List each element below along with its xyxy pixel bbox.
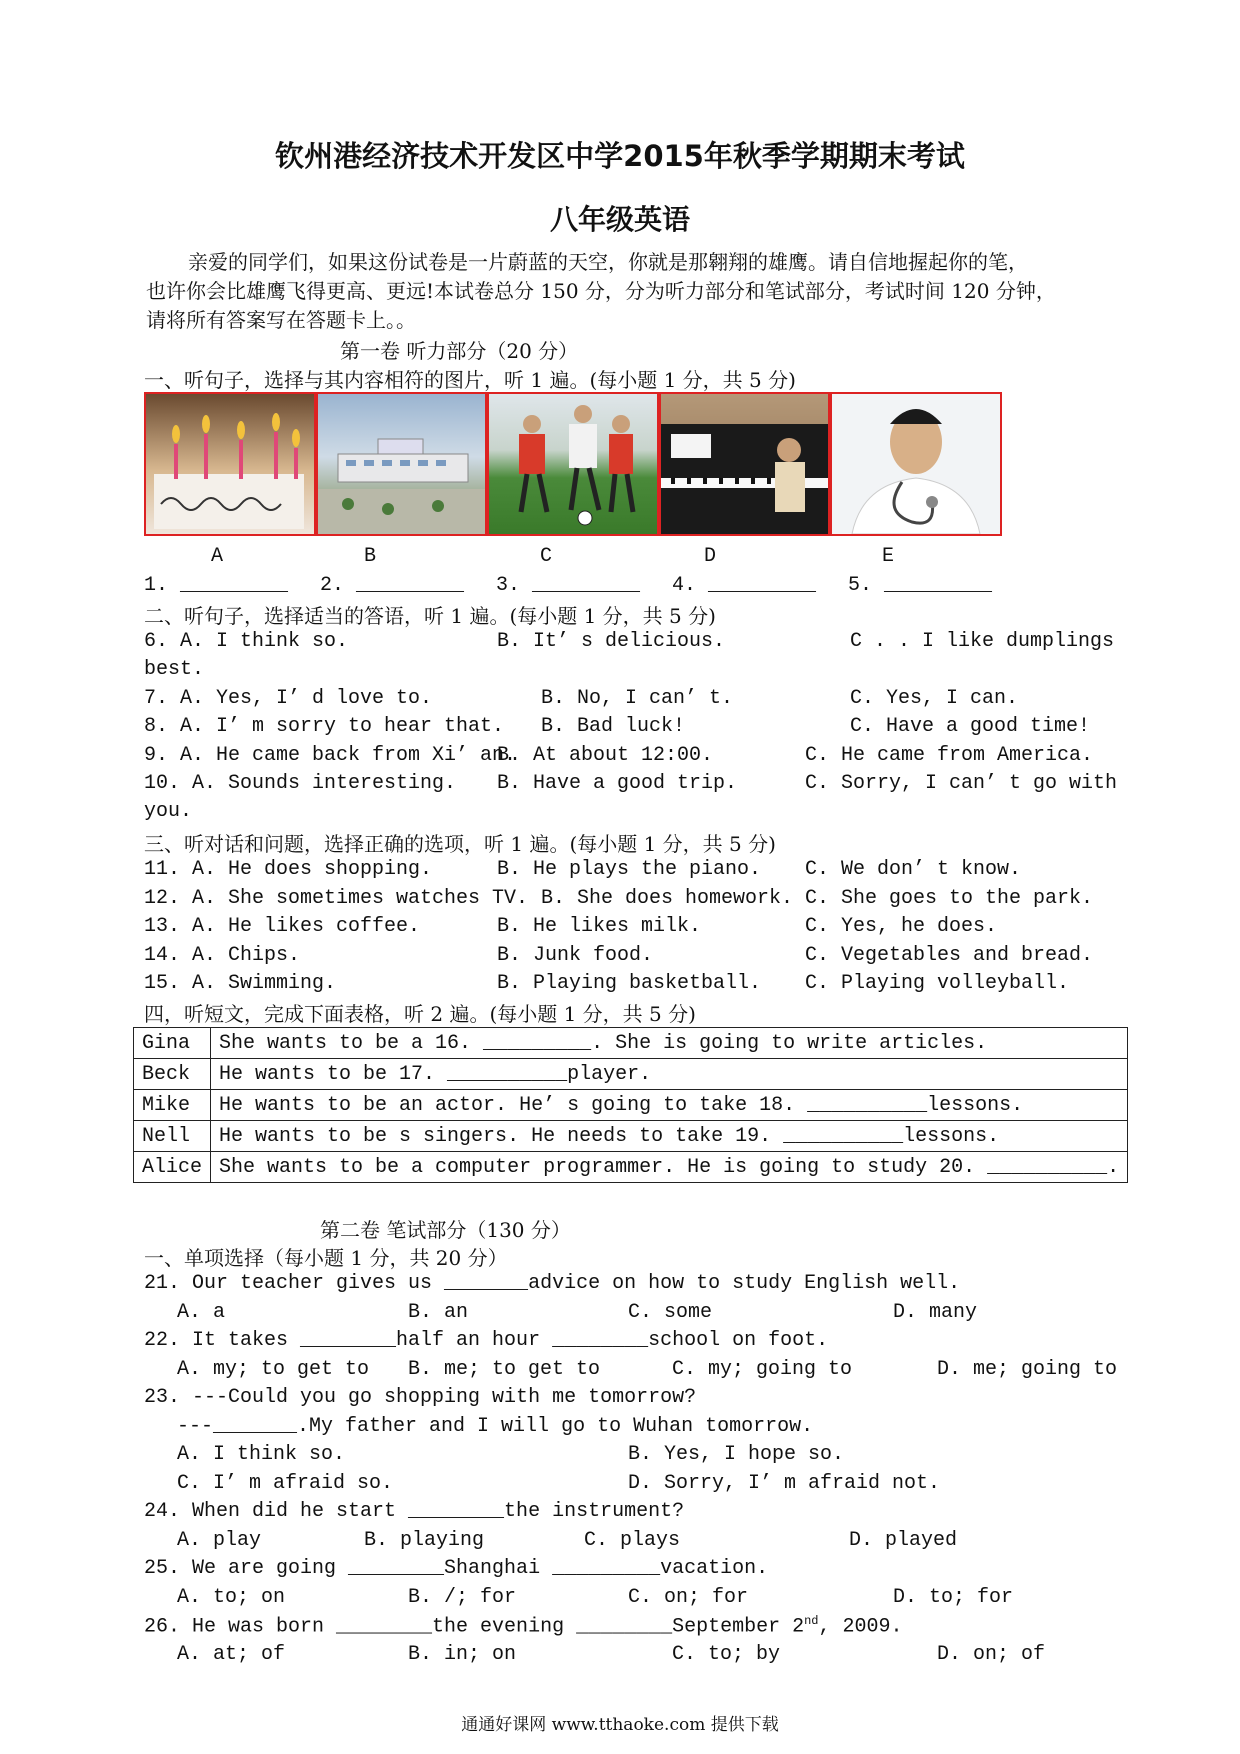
table-cell-name: Gina	[134, 1028, 211, 1059]
football-players-picture	[487, 392, 659, 536]
table-row	[134, 1121, 1128, 1152]
q21-stem: 21. Our teacher gives us _______advice on how to study English well.	[144, 1272, 961, 1295]
q14-option-a: 14. A. Chips.	[144, 944, 301, 967]
q22-option-c: C. my; going to	[672, 1358, 853, 1381]
q22-option-a: A. my; to get to	[177, 1358, 370, 1381]
q26-stem	[144, 1614, 903, 1639]
q23-stem-reply: ---_______.My father and I will go to Wuhan tomorrow.	[177, 1415, 814, 1438]
q25-option-a: A. to; on	[177, 1586, 286, 1609]
q23-option-c: C. I’ m afraid so.	[177, 1472, 394, 1495]
section2-heading: 二、听句子，选择适当的答语，听 1 遍。(每小题 1 分，共 5 分)	[144, 604, 716, 628]
q8-option-c: C. Have a good time!	[850, 715, 1091, 738]
piano-child-icon	[661, 394, 829, 534]
q21-option-d: D. many	[893, 1301, 978, 1324]
q13-option-b: B. He likes milk.	[497, 915, 702, 938]
q23-option-a: A. I think so.	[177, 1443, 346, 1466]
soccer-players-icon	[489, 394, 657, 534]
picture-label-c: C	[540, 545, 553, 568]
table-cell-name: Alice	[134, 1152, 211, 1183]
q26-option-a: A. at; of	[177, 1643, 286, 1666]
q25-stem: 25. We are going ________Shanghai _________vacation.	[144, 1557, 769, 1580]
school-building-icon	[318, 394, 486, 534]
table-cell-name: Beck	[134, 1059, 211, 1090]
q11-option-a: 11. A. He does shopping.	[144, 858, 433, 881]
q12-option-a: 12. A. She sometimes watches TV.	[144, 887, 529, 910]
q7-option-c: C. Yes, I can.	[850, 687, 1019, 710]
picture-label-e: E	[882, 545, 895, 568]
q12-option-b: B. She does homework.	[541, 887, 794, 910]
q25-option-d: D. to; for	[893, 1586, 1014, 1609]
answer-blank-3[interactable]: 3. _________	[496, 574, 641, 597]
q13-option-a: 13. A. He likes coffee.	[144, 915, 421, 938]
q12-option-c: C. She goes to the park.	[805, 887, 1094, 910]
table-row	[134, 1028, 1128, 1059]
intro-line-3: 请将所有答案写在答题卡上。。	[146, 308, 416, 332]
q23-option-d: D. Sorry, I’ m afraid not.	[628, 1472, 941, 1495]
q26-option-d: D. on; of	[937, 1643, 1046, 1666]
part1-heading: 第一卷 听力部分（20 分）	[340, 339, 579, 363]
q9-option-a: 9. A. He came back from Xi’ an.	[144, 744, 517, 767]
exam-subtitle: 八年级英语	[549, 203, 690, 236]
q15-option-b: B. Playing basketball.	[497, 972, 762, 995]
table-cell-text: She wants to be a computer programmer. He is going to study 20. __________.	[211, 1152, 1128, 1183]
q8-option-a: 8. A. I’ m sorry to hear that.	[144, 715, 505, 738]
intro-line-2: 也许你会比雄鹰飞得更高、更远!本试卷总分 150 分，分为听力部分和笔试部分，考试时间 120 分钟，	[146, 279, 1056, 303]
answer-blank-4[interactable]: 4. _________	[672, 574, 817, 597]
q10-option-c-cont: you.	[144, 800, 193, 823]
doctor-stethoscope-icon	[832, 394, 1000, 534]
q9-option-b: B. At about 12:00.	[497, 744, 714, 767]
q13-option-c: C. Yes, he does.	[805, 915, 998, 938]
q24-option-c: C. plays	[584, 1529, 681, 1552]
q26-option-b: B. in; on	[408, 1643, 517, 1666]
q15-option-a: 15. A. Swimming.	[144, 972, 337, 995]
part2-section1-heading: 一、单项选择（每小题 1 分，共 20 分）	[144, 1246, 508, 1270]
exam-title: 钦州港经济技术开发区中学2015年秋季学期期末考试	[275, 139, 965, 173]
q24-stem: 24. When did he start ________the instrument?	[144, 1500, 685, 1523]
intro-line-1: 亲爱的同学们，如果这份试卷是一片蔚蓝的天空，你就是那翱翔的雄鹰。请自信地握起你的笔，	[188, 250, 1028, 274]
q24-option-b: B. playing	[364, 1529, 485, 1552]
answer-blank-2[interactable]: 2. _________	[320, 574, 465, 597]
q9-option-c: C. He came from America.	[805, 744, 1094, 767]
q22-stem: 22. It takes ________half an hour ________school on foot.	[144, 1329, 829, 1352]
table-cell-name: Mike	[134, 1090, 211, 1121]
q6-option-c: C . . I like dumplings	[850, 630, 1115, 653]
cake-candles-icon	[146, 394, 314, 534]
q15-option-c: C. Playing volleyball.	[805, 972, 1070, 995]
table-cell-name: Nell	[134, 1121, 211, 1152]
q10-option-c: C. Sorry, I can’ t go with	[805, 772, 1118, 795]
q26-stem-main: 26. He was born ________the evening ________September 2	[144, 1615, 805, 1639]
q23-option-b: B. Yes, I hope so.	[628, 1443, 845, 1466]
q22-option-b: B. me; to get to	[408, 1358, 601, 1381]
table-cell-text: He wants to be an actor. He’ s going to take 18. __________lessons.	[211, 1090, 1128, 1121]
q11-option-c: C. We don’ t know.	[805, 858, 1022, 881]
table-row	[134, 1090, 1128, 1121]
section4-heading: 四，听短文，完成下面表格，听 2 遍。(每小题 1 分，共 5 分)	[144, 1002, 696, 1026]
picture-row	[144, 392, 1002, 536]
listening-table	[133, 1027, 1128, 1183]
q7-option-b: B. No, I can’ t.	[541, 687, 734, 710]
table-cell-text: He wants to be 17. __________player.	[211, 1059, 1128, 1090]
q6-option-b: B. It’ s delicious.	[497, 630, 726, 653]
birthday-cake-picture	[144, 392, 316, 536]
section3-heading: 三、听对话和问题，选择正确的选项，听 1 遍。(每小题 1 分，共 5 分)	[144, 832, 776, 856]
footer-watermark: 通通好课网 www.tthaoke.com 提供下载	[461, 1715, 779, 1735]
doctor-picture	[830, 392, 1002, 536]
school-campus-picture	[316, 392, 488, 536]
q26-option-c: C. to; by	[672, 1643, 781, 1666]
q10-option-a: 10. A. Sounds interesting.	[144, 772, 457, 795]
q10-option-b: B. Have a good trip.	[497, 772, 738, 795]
q22-option-d: D. me; going to	[937, 1358, 1118, 1381]
q25-option-c: C. on; for	[628, 1586, 749, 1609]
q26-stem-end: , 2009.	[818, 1615, 903, 1639]
q21-option-b: B. an	[408, 1301, 469, 1324]
answer-blank-1[interactable]: 1. _________	[144, 574, 289, 597]
picture-label-d: D	[704, 545, 717, 568]
picture-label-b: B	[364, 545, 377, 568]
q21-option-a: A. a	[177, 1301, 226, 1324]
table-row	[134, 1059, 1128, 1090]
q14-option-b: B. Junk food.	[497, 944, 654, 967]
q25-option-b: B. /; for	[408, 1586, 517, 1609]
q8-option-b: B. Bad luck!	[541, 715, 686, 738]
picture-label-a: A	[211, 545, 224, 568]
q26-superscript: nd	[804, 1614, 819, 1628]
table-cell-text: She wants to be a 16. _________. She is going to write articles.	[211, 1028, 1128, 1059]
q6-option-a: 6. A. I think so.	[144, 630, 349, 653]
q14-option-c: C. Vegetables and bread.	[805, 944, 1094, 967]
answer-blank-5[interactable]: 5. _________	[848, 574, 993, 597]
q23-stem: 23. ---Could you go shopping with me tomorrow?	[144, 1386, 697, 1409]
q21-option-c: C. some	[628, 1301, 713, 1324]
piano-picture	[659, 392, 831, 536]
q6-option-c-cont: best.	[144, 658, 205, 681]
q11-option-b: B. He plays the piano.	[497, 858, 762, 881]
q24-option-d: D. played	[849, 1529, 958, 1552]
table-cell-text: He wants to be s singers. He needs to take 19. __________lessons.	[211, 1121, 1128, 1152]
q24-option-a: A. play	[177, 1529, 262, 1552]
part2-heading: 第二卷 笔试部分（130 分）	[320, 1218, 571, 1242]
table-row	[134, 1152, 1128, 1183]
section1-heading: 一、听句子，选择与其内容相符的图片，听 1 遍。(每小题 1 分，共 5 分)	[144, 368, 796, 392]
q7-option-a: 7. A. Yes, I’ d love to.	[144, 687, 433, 710]
